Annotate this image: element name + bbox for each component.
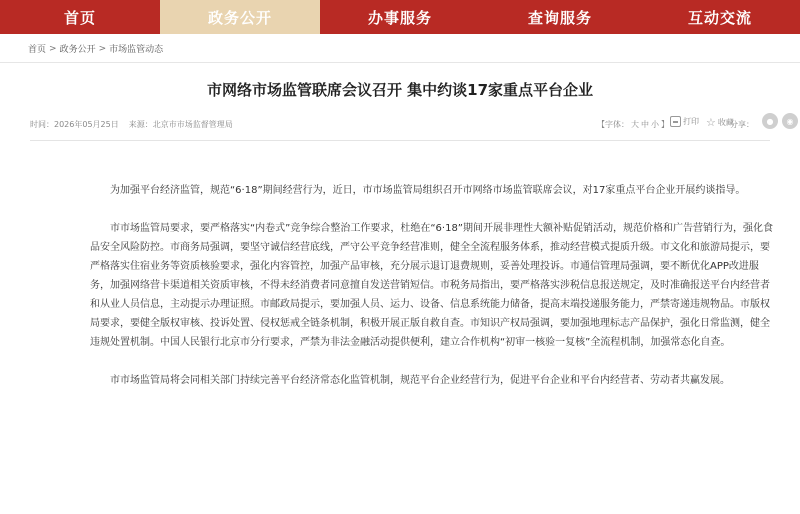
breadcrumb-home[interactable]: 首页 — [28, 45, 47, 55]
article-meta — [30, 116, 790, 133]
share-wechat-icon[interactable]: ● — [762, 113, 778, 129]
font-size-end: 】 — [661, 120, 669, 129]
breadcrumb-government-affairs[interactable]: 政务公开 — [59, 45, 96, 55]
nav-item-home[interactable]: 首页 — [63, 8, 96, 27]
share-label: 分享： — [730, 120, 754, 129]
article-paragraph: 为加强平台经济监管，规范“6·18”期间经营行为，近日，市市场监管局组织召开市网络市场监管联席会议，对17家重点平台企业开展约谈指导。 — [110, 185, 746, 196]
nav-item-government-affairs[interactable]: 政务公开 — [160, 0, 320, 34]
article-title: 市网络市场监管联席会议召开 集中约谈17家重点平台企业 — [206, 81, 594, 99]
article-paragraph: 市市场监管局将会同相关部门持续完善平台经济常态化监管机制，规范平台企业经营行为，促进平台企业和平台内经营者、劳动者共赢发展。 — [110, 375, 730, 386]
main-nav — [0, 0, 800, 34]
print-button[interactable] — [670, 116, 699, 127]
meta-divider — [30, 140, 770, 141]
breadcrumb-separator: > — [98, 43, 107, 54]
print-icon — [670, 116, 681, 127]
font-size-small[interactable]: 小 — [651, 120, 659, 129]
breadcrumb — [28, 42, 163, 55]
font-size-control — [597, 119, 669, 130]
article-paragraph: 市市场监管局要求，要严格落实“内卷式”竞争综合整治工作要求，杜绝在“6·18”期间开展非理性大额补贴促销活动，规范价格和广告营销行为，强化食品安全风险防控。市商务局强调，要坚守诚信经营底线，严守公平竞争经营准则，健全全流程服务体系，推动经营模式提质升级。市文化和旅游局提示，要严格落实住宿业务等资质核验要求，强化内容管控，加强产品审核，充分展示退订退费规则，妥善处理投诉。市通信管理局强调，要不断优化APP改进服务，加强网络营卡渠道相关资质审核，不得未经消费者同意擅自发送营销短信。市税务局指出，要严格落实涉税信息报送规定，及时准确报送平台内经营者和从业人员信息，主动提示办理证照。市邮政局提示，要加强人员、运力、设备、信息系统能力储备，提高末端投递服务能力，严禁寄递违规物品。市版权局要求，要健全版权审核、投诉处置、侵权惩戒全链条机制，积极开展正版自救自查。市知识产权局强调，要加强地理标志产品保护，强化日常监测，健全违规处置机制。中国人民银行北京市分行要求，严禁为非法金融活动提供便利，建立合作机构“初审一核验一复核”全流程机制，加强常态化自查。 — [90, 223, 773, 348]
breadcrumb-market-news[interactable]: 市场监管动态 — [109, 45, 164, 55]
breadcrumb-divider — [0, 62, 800, 63]
breadcrumb-separator: > — [49, 43, 57, 54]
font-size-medium[interactable]: 中 — [641, 120, 649, 129]
article-body — [90, 181, 776, 409]
favorite-label: 收藏 — [717, 118, 734, 127]
star-icon: ☆ — [706, 116, 716, 129]
nav-item-interaction[interactable]: 互动交流 — [687, 8, 752, 27]
article-source: 来源：北京市市场监督管理局 — [128, 120, 233, 129]
nav-item-services[interactable]: 办事服务 — [367, 8, 432, 27]
nav-item-query[interactable]: 查询服务 — [527, 8, 592, 27]
print-label: 打印 — [683, 117, 699, 126]
share-weibo-icon[interactable]: ◉ — [782, 113, 798, 129]
article-date: 时间：2026年05月25日 — [30, 120, 119, 129]
font-size-large[interactable]: 大 — [631, 120, 639, 129]
font-size-label: 【字体： — [597, 120, 629, 129]
share-icons — [762, 113, 798, 129]
